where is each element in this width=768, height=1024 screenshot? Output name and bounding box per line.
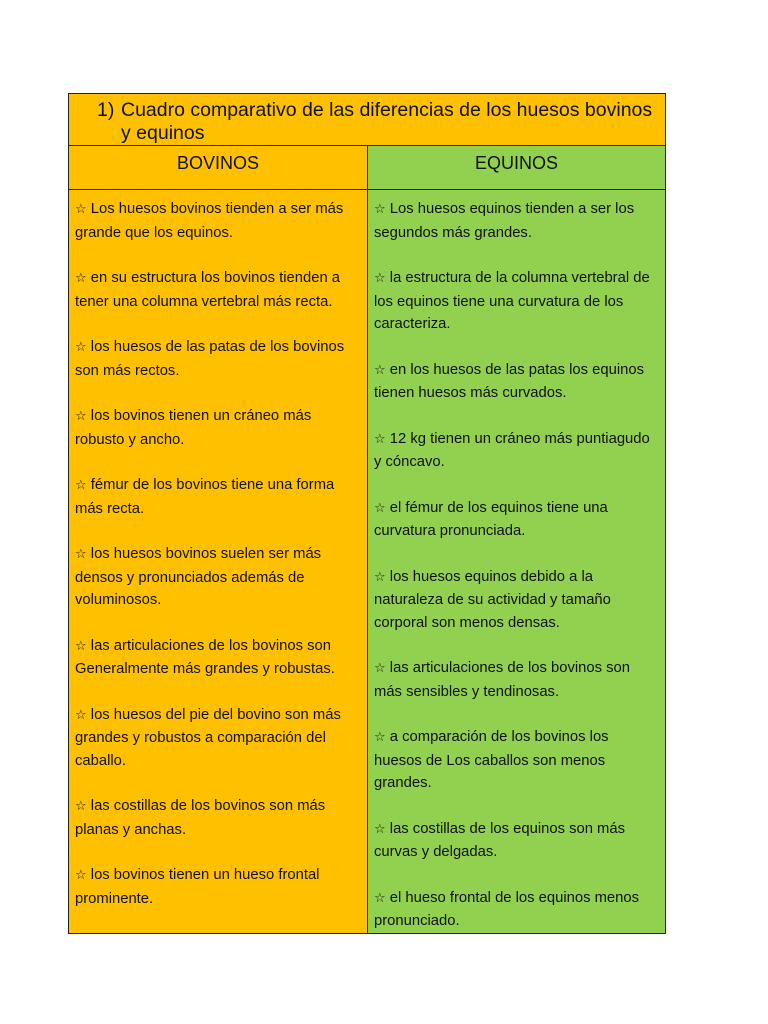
equinos-item-text: los huesos equinos debido a la naturaleza de su actividad y tamaño corporal son menos densas. bbox=[374, 568, 611, 631]
equinos-item-text: 12 kg tienen un cráneo más puntiagudo y cóncavo. bbox=[374, 430, 650, 470]
title-cell bbox=[69, 94, 666, 146]
bovinos-item-text: los bovinos tienen un cráneo más robusto y ancho. bbox=[75, 408, 312, 448]
equinos-item bbox=[374, 657, 659, 703]
equinos-item bbox=[374, 198, 659, 244]
star-icon: ☆ bbox=[75, 547, 87, 562]
comparison-table bbox=[68, 93, 666, 934]
equinos-item bbox=[374, 887, 659, 933]
equinos-item bbox=[374, 726, 659, 795]
bovinos-item-text: en su estructura los bovinos tienden a tener una columna vertebral más recta. bbox=[75, 270, 341, 310]
equinos-item-text: Los huesos equinos tienden a ser los segundos más grandes. bbox=[374, 201, 635, 241]
equinos-item-text: las articulaciones de los bovinos son más sensibles y tendinosas. bbox=[374, 660, 630, 700]
equinos-item bbox=[374, 497, 659, 543]
bovinos-item-text: fémur de los bovinos tiene una forma más recta. bbox=[75, 477, 335, 517]
bovinos-item bbox=[75, 543, 361, 612]
equinos-column bbox=[368, 190, 666, 934]
header-bovinos: BOVINOS bbox=[69, 146, 368, 190]
bovinos-item bbox=[75, 474, 361, 520]
star-icon: ☆ bbox=[75, 202, 87, 217]
star-icon: ☆ bbox=[75, 707, 87, 723]
bovinos-item bbox=[75, 336, 361, 382]
star-icon: ☆ bbox=[75, 638, 87, 654]
equinos-item bbox=[374, 428, 659, 474]
star-icon: ☆ bbox=[374, 362, 386, 378]
star-icon: ☆ bbox=[374, 202, 386, 217]
star-icon: ☆ bbox=[75, 271, 87, 286]
bovinos-item bbox=[75, 198, 361, 244]
equinos-item-text: el hueso frontal de los equinos menos pronunciado. bbox=[374, 889, 640, 929]
bovinos-item-text: Los huesos bovinos tienden a ser más grande que los equinos. bbox=[75, 201, 344, 241]
bovinos-item-text: los bovinos tienen un hueso frontal prominente. bbox=[75, 867, 320, 907]
star-icon: ☆ bbox=[374, 500, 386, 516]
bovinos-item bbox=[75, 795, 361, 841]
star-icon: ☆ bbox=[75, 409, 87, 424]
title-number: 1) bbox=[97, 99, 115, 121]
header-equinos: EQUINOS bbox=[368, 146, 666, 190]
equinos-item-text: la estructura de la columna vertebral de los equinos tiene una curvatura de los caracteriza. bbox=[374, 270, 650, 332]
bovinos-item-text: las articulaciones de los bovinos son Generalmente más grandes y robustas. bbox=[75, 637, 335, 677]
bovinos-item bbox=[75, 635, 361, 681]
bovinos-item-text: las costillas de los bovinos son más planas y anchas. bbox=[75, 798, 326, 838]
star-icon: ☆ bbox=[374, 890, 386, 906]
equinos-item-text: las costillas de los equinos son más curvas y delgadas. bbox=[374, 820, 626, 860]
star-icon: ☆ bbox=[374, 431, 386, 447]
equinos-item bbox=[374, 566, 659, 635]
bovinos-item-text: los huesos del pie del bovino son más grandes y robustos a comparación del caballo. bbox=[75, 706, 341, 769]
bovinos-item bbox=[75, 864, 361, 910]
equinos-item-text: en los huesos de las patas los equinos tienen huesos más curvados. bbox=[374, 361, 644, 401]
bovinos-item-text: los huesos de las patas de los bovinos son más rectos. bbox=[75, 339, 345, 379]
star-icon: ☆ bbox=[75, 340, 87, 355]
star-icon: ☆ bbox=[374, 569, 386, 585]
star-icon: ☆ bbox=[75, 868, 87, 883]
star-icon: ☆ bbox=[75, 478, 87, 493]
bovinos-item-text: los huesos bovinos suelen ser más densos y pronunciados además de voluminosos. bbox=[75, 546, 322, 608]
table-title: Cuadro comparativo de las diferencias de los huesos bovinos y equinos bbox=[121, 99, 653, 144]
bovinos-item bbox=[75, 405, 361, 451]
equinos-item bbox=[374, 267, 659, 336]
equinos-item-text: a comparación de los bovinos los huesos de Los caballos son menos grandes. bbox=[374, 729, 609, 791]
star-icon: ☆ bbox=[374, 821, 386, 837]
equinos-item-text: el fémur de los equinos tiene una curvatura pronunciada. bbox=[374, 499, 608, 539]
bovinos-column bbox=[69, 190, 368, 934]
star-icon: ☆ bbox=[374, 730, 386, 745]
equinos-item bbox=[374, 359, 659, 405]
star-icon: ☆ bbox=[374, 661, 386, 676]
star-icon: ☆ bbox=[75, 799, 87, 814]
equinos-item bbox=[374, 818, 659, 864]
bovinos-item bbox=[75, 704, 361, 773]
bovinos-item bbox=[75, 267, 361, 313]
star-icon: ☆ bbox=[374, 271, 386, 286]
